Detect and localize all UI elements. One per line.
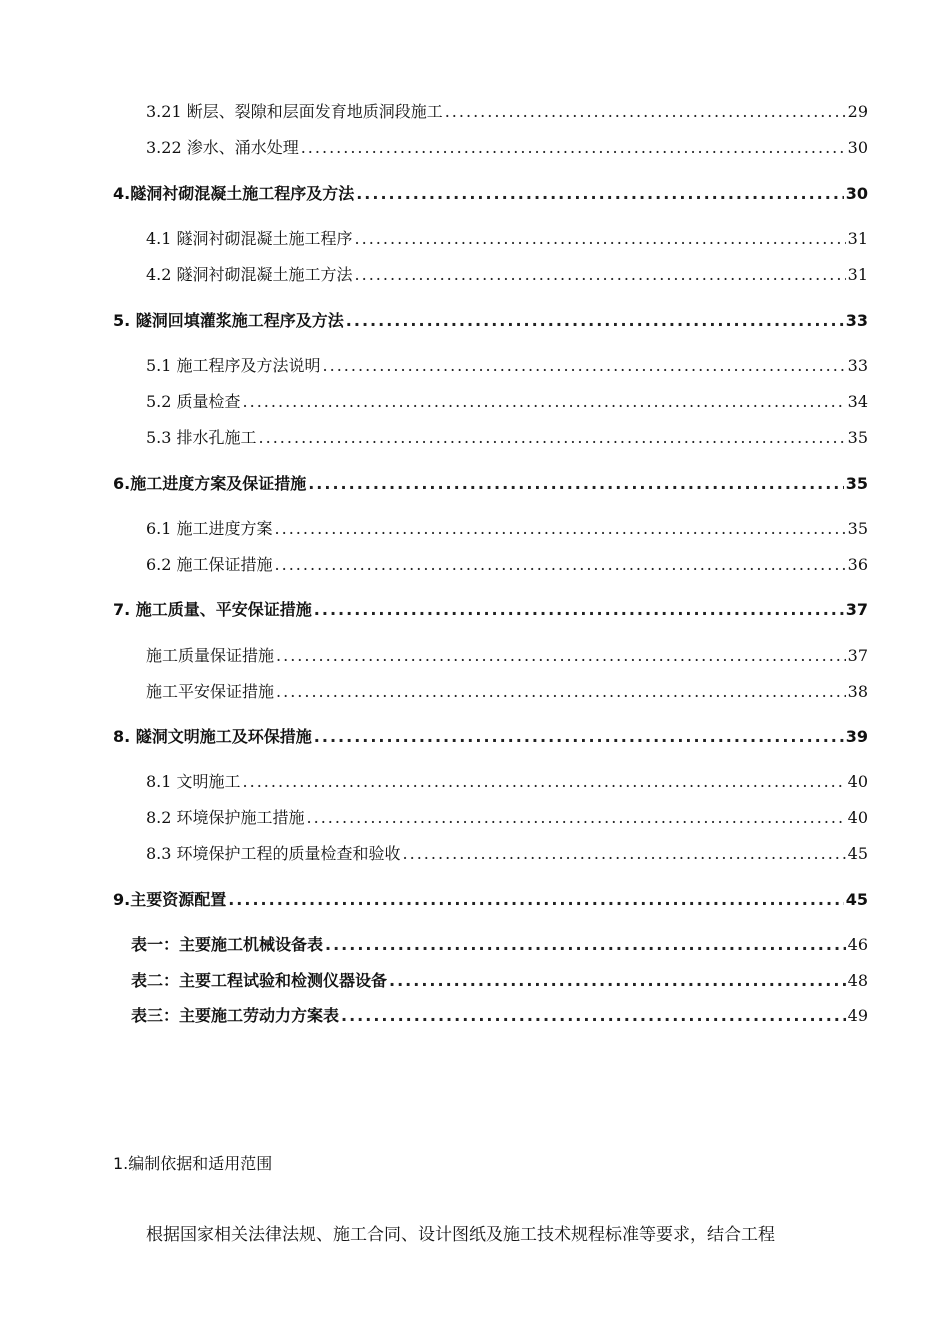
toc-entry-8-3[interactable] <box>146 842 868 866</box>
toc-leader-dots <box>355 263 846 287</box>
toc-leader-dots <box>243 770 846 794</box>
toc-entry-4-1[interactable] <box>146 227 868 251</box>
toc-leader-dots <box>356 182 844 206</box>
toc-page-number: 36 <box>847 555 868 574</box>
toc-leader-dots <box>355 227 846 251</box>
toc-label: 6.2 施工保证措施 <box>146 555 273 574</box>
toc-label: 5.2 质量检查 <box>146 392 241 411</box>
toc-label: 表二：主要工程试验和检测仪器设备 <box>131 971 388 990</box>
toc-leader-dots <box>325 933 846 957</box>
toc-entry-4[interactable] <box>113 182 868 206</box>
toc-leader-dots <box>243 390 846 414</box>
toc-entry-9[interactable] <box>113 888 868 912</box>
toc-page-number: 33 <box>845 311 868 330</box>
toc-label: 表三：主要施工劳动力方案表 <box>131 1006 340 1025</box>
toc-page-number: 33 <box>847 356 868 375</box>
toc-label: 施工平安保证措施 <box>146 682 275 701</box>
toc-entry-5-3[interactable] <box>146 426 868 450</box>
toc-page-number: 49 <box>847 1006 868 1025</box>
toc-leader-dots <box>259 426 846 450</box>
toc-entry-5-2[interactable] <box>146 390 868 414</box>
toc-label: 4.2 隧洞衬砌混凝土施工方法 <box>146 265 353 284</box>
toc-page-number: 35 <box>847 519 868 538</box>
toc-page-number: 29 <box>847 102 868 121</box>
toc-entry-5[interactable] <box>113 309 868 333</box>
body-paragraph: 根据国家相关法律法规、施工合同、设计图纸及施工技术规程标准等要求，结合工程 <box>146 1225 775 1245</box>
toc-page-number: 39 <box>845 727 868 746</box>
toc-label: 9.主要资源配置 <box>113 890 227 909</box>
toc-entry-6-1[interactable] <box>146 517 868 541</box>
toc-page-number: 45 <box>845 890 868 909</box>
toc-label: 8.1 文明施工 <box>146 772 241 791</box>
toc-entry-3-21[interactable] <box>146 100 868 124</box>
toc-leader-dots <box>323 354 846 378</box>
toc-label: 5.1 施工程序及方法说明 <box>146 356 321 375</box>
toc-leader-dots <box>341 1004 846 1028</box>
toc-leader-dots <box>389 969 846 993</box>
toc-entry-4-2[interactable] <box>146 263 868 287</box>
toc-entry-8-2[interactable] <box>146 806 868 830</box>
toc-page-number: 46 <box>847 935 868 954</box>
toc-leader-dots <box>445 100 846 124</box>
toc-leader-dots <box>276 680 846 704</box>
toc-label: 8. 隧洞文明施工及环保措施 <box>113 727 312 746</box>
toc-entry-8[interactable] <box>113 725 868 749</box>
toc-leader-dots <box>346 309 844 333</box>
toc-label: 4.隧洞衬砌混凝土施工程序及方法 <box>113 184 355 203</box>
toc-entry-6-2[interactable] <box>146 553 868 577</box>
toc-leader-dots <box>228 888 844 912</box>
toc-entry-6[interactable] <box>113 472 868 496</box>
toc-page-number: 37 <box>845 600 868 619</box>
toc-entry-8-1[interactable] <box>146 770 868 794</box>
toc-entry-3-22[interactable] <box>146 136 868 160</box>
toc-page-number: 31 <box>847 265 868 284</box>
toc-page-number: 35 <box>845 474 868 493</box>
toc-page-number: 30 <box>847 138 868 157</box>
toc-page-number: 48 <box>847 971 868 990</box>
toc-entry-table-3[interactable] <box>131 1004 868 1028</box>
toc-label: 8.2 环境保护施工措施 <box>146 808 305 827</box>
toc-leader-dots <box>314 725 844 749</box>
toc-page-number: 45 <box>847 844 868 863</box>
toc-leader-dots <box>314 598 844 622</box>
toc-entry-7-1[interactable] <box>146 644 868 668</box>
toc-label: 4.1 隧洞衬砌混凝土施工程序 <box>146 229 353 248</box>
toc-page-number: 37 <box>847 646 868 665</box>
toc-leader-dots <box>308 472 844 496</box>
toc-label: 施工质量保证措施 <box>146 646 275 665</box>
toc-leader-dots <box>301 136 846 160</box>
toc-leader-dots <box>275 553 846 577</box>
toc-entry-5-1[interactable] <box>146 354 868 378</box>
toc-page-number: 30 <box>845 184 868 203</box>
section-heading: 1.编制依据和适用范围 <box>113 1154 273 1173</box>
toc-label: 3.22 渗水、涌水处理 <box>146 138 299 157</box>
toc-label: 6.1 施工进度方案 <box>146 519 273 538</box>
toc-label: 3.21 断层、裂隙和层面发育地质洞段施工 <box>146 102 443 121</box>
toc-leader-dots <box>276 644 846 668</box>
toc-page-number: 38 <box>847 682 868 701</box>
toc-entry-7[interactable] <box>113 598 868 622</box>
toc-leader-dots <box>307 806 846 830</box>
toc-page-number: 31 <box>847 229 868 248</box>
toc-page-number: 35 <box>847 428 868 447</box>
toc-entry-table-2[interactable] <box>131 969 868 993</box>
toc-page-number: 34 <box>847 392 868 411</box>
toc-entry-7-2[interactable] <box>146 680 868 704</box>
toc-page-number: 40 <box>847 808 868 827</box>
toc-label: 5. 隧洞回填灌浆施工程序及方法 <box>113 311 344 330</box>
toc-label: 6.施工进度方案及保证措施 <box>113 474 307 493</box>
toc-label: 7. 施工质量、平安保证措施 <box>113 600 312 619</box>
toc-page-number: 40 <box>847 772 868 791</box>
toc-label: 表一：主要施工机械设备表 <box>131 935 324 954</box>
toc-entry-table-1[interactable] <box>131 933 868 957</box>
toc-label: 5.3 排水孔施工 <box>146 428 257 447</box>
toc-leader-dots <box>403 842 846 866</box>
toc-leader-dots <box>275 517 846 541</box>
toc-label: 8.3 环境保护工程的质量检查和验收 <box>146 844 401 863</box>
